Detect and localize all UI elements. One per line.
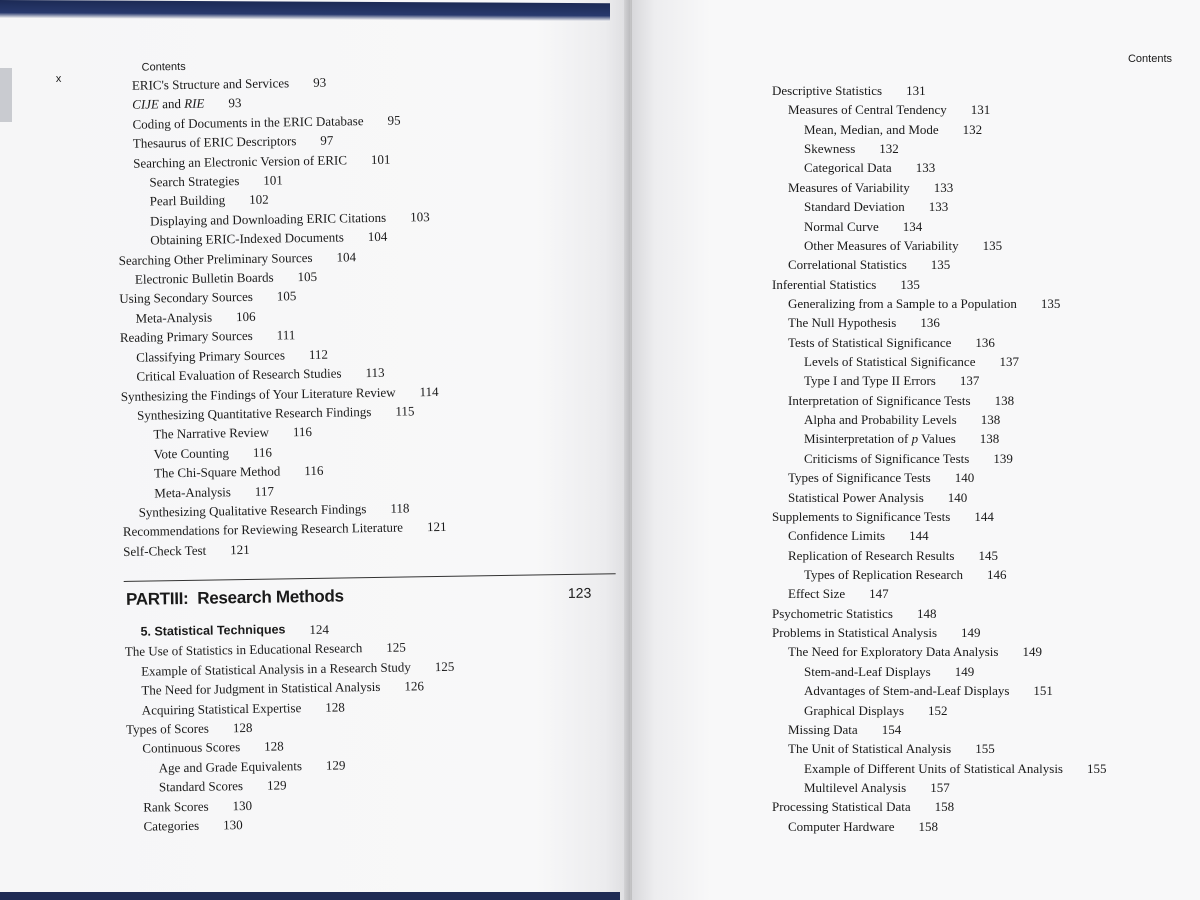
toc-entry-page: 138 [979,431,1000,447]
toc-entry-page: 104 [336,248,357,265]
toc-entry-page: 144 [974,508,994,524]
toc-entry-title: Categories [143,817,200,834]
toc-entry-title: Types of Significance Tests [788,470,931,486]
toc-entry-title: Type I and Type II Errors [804,373,936,389]
toc-entry-title: Confidence Limits [788,528,886,544]
chapter-title: 5. Statistical Techniques [140,622,286,639]
toc-entry-page: 101 [370,151,391,167]
toc-entry-page: 138 [980,412,1001,428]
toc-entry-page: 132 [879,141,899,157]
toc-entry-title: Criticisms of Significance Tests [804,450,970,466]
toc-entry-title: Mean, Median, and Mode [804,121,939,137]
toc-entry [772,236,1107,255]
toc-entry-title: Vote Counting [153,444,230,462]
toc-entry-page: 148 [916,605,937,621]
toc-entry-title: The Narrative Review [153,424,270,442]
toc-entry-page: 104 [367,229,388,245]
toc-entry [772,139,1107,158]
toc-entry-title: Synthesizing Qualitative Research Findings [138,501,367,520]
toc-entry-title: Psychometric Statistics [772,605,893,621]
toc-entry-page: 103 [410,208,430,225]
toc-entry-title: Graphical Displays [804,702,905,718]
toc-entry [772,410,1107,429]
toc-entry-title: Displaying and Downloading ERIC Citations [149,209,387,229]
toc-entry-page: 137 [999,354,1019,370]
toc-entry-page: 157 [930,779,950,795]
toc-entry [772,313,1107,332]
toc-entry-title: Supplements to Significance Tests [772,508,951,524]
toc-entry-page: 133 [915,160,936,176]
toc-entry-title: The Need for Judgment in Statistical Analysis [141,679,381,698]
toc-entry-title: Levels of Statistical Significance [804,354,976,370]
toc-entry-title: Missing Data [788,721,858,737]
toc-entry-title: The Need for Exploratory Data Analysis [788,644,999,660]
toc-list-right [772,81,1107,836]
toc-entry [772,604,1107,623]
toc-entry-title: Continuous Scores [142,739,241,757]
toc-entry-page: 138 [994,392,1015,408]
toc-entry-title: Misinterpretation of p Values [804,431,956,447]
toc-entry-title: Stem-and-Leaf Displays [804,663,931,679]
toc-entry-title: Standard Scores [158,778,244,795]
toc-entry-page: 129 [266,777,287,793]
toc-entry-title: Searching Other Preliminary Sources [118,249,313,268]
toc-entry-title: Skewness [804,141,856,157]
toc-entry [772,81,1107,100]
toc-list-left [116,71,447,561]
toc-entry-page: 151 [1033,683,1053,699]
toc-entry-page: 135 [930,257,951,273]
toc-entry [772,275,1107,294]
toc-entry-page: 111 [276,327,296,343]
toc-entry-page: 105 [297,268,318,285]
toc-entry-title: Effect Size [788,586,846,602]
toc-entry [772,217,1107,236]
part-heading [126,586,344,609]
toc-entry-title: Other Measures of Variability [804,237,959,253]
page-number: x [55,72,62,85]
toc-entry-title: Standard Deviation [804,199,905,215]
toc-entry-title: Age and Grade Equivalents [158,758,303,776]
toc-entry-title: Obtaining ERIC-Indexed Documents [150,229,344,248]
toc-entry-page: 147 [869,586,889,602]
toc-entry-page: 133 [933,179,954,195]
toc-entry [772,662,1107,681]
toc-entry-title: Self-Check Test [123,542,207,559]
book-cover-bottom-edge [0,892,620,900]
toc-entry-page: 128 [232,719,253,736]
toc-entry [772,352,1107,371]
toc-entry [772,158,1107,177]
toc-entry-title: Electronic Bulletin Boards [134,269,274,287]
toc-entry [772,449,1107,468]
toc-entry [772,294,1107,313]
toc-entry-title: Measures of Variability [788,179,910,195]
toc-entry-title: Categorical Data [804,160,892,176]
toc-entry-title: The Use of Statistics in Educational Research [124,640,363,660]
toc-entry [772,371,1107,390]
running-head-right: Contents [1127,53,1172,65]
toc-entry [772,546,1107,565]
toc-entry [772,584,1107,603]
toc-entry [772,333,1107,352]
toc-entry-page: 113 [365,364,385,381]
toc-entry-title: Example of Statistical Analysis in a Research Study [140,659,411,679]
toc-entry-page: 131 [906,83,926,98]
toc-entry-page: 102 [249,192,269,208]
toc-entry-title: The Null Hypothesis [788,315,897,331]
toc-entry-page: 130 [232,797,253,813]
toc-entry-title: Multilevel Analysis [804,779,907,795]
toc-entry-title: ERIC's Structure and Services [131,75,290,93]
toc-entry-page: 130 [223,817,243,833]
part-title-text: Research Methods [197,586,344,608]
toc-entry-title: Using Secondary Sources [119,289,253,307]
toc-entry-page: 154 [881,721,902,737]
toc-entry-title: Example of Different Units of Statistical Analysis [804,760,1063,776]
toc-entry-page: 135 [900,276,920,292]
toc-entry-title: Replication of Research Results [788,547,955,563]
toc-entry [772,642,1107,661]
toc-entry-page: 158 [918,818,938,834]
toc-entry-page: 114 [419,383,439,399]
toc-entry [772,100,1107,119]
toc-entry-page: 145 [978,547,998,563]
toc-entry-title: Advantages of Stem-and-Leaf Displays [804,683,1010,699]
toc-entry-title: Synthesizing the Findings of Your Literature Review [120,384,396,404]
toc-entry-page: 101 [263,172,283,188]
toc-entry-page: 149 [961,625,981,641]
toc-entry [772,488,1107,507]
toc-entry-title: Processing Statistical Data [772,799,911,815]
toc-entry [772,197,1107,216]
toc-entry [772,255,1107,274]
toc-entry [772,468,1107,487]
toc-entry-title: Tests of Statistical Significance [788,334,952,350]
toc-entry-page: 155 [1087,760,1107,776]
toc-entry-page: 118 [390,500,410,516]
toc-entry-title: Recommendations for Reviewing Research Literature [122,519,404,540]
toc-entry-title: Meta-Analysis [135,309,213,326]
toc-entry [772,526,1107,545]
toc-entry [772,701,1107,720]
toc-entry [772,391,1107,410]
toc-entry-title: Acquiring Statistical Expertise [141,699,302,718]
toc-entry-page: 140 [947,489,968,505]
toc-entry-page: 116 [304,462,324,479]
toc-entry-page: 116 [292,424,313,440]
toc-entry-title: Coding of Documents in the ERIC Database [132,112,364,132]
toc-entry-title: Thesaurus of ERIC Descriptors [132,133,297,151]
toc-entry-page: 115 [395,403,415,419]
toc-entry-page: 152 [928,702,948,718]
toc-entry-title: Computer Hardware [788,818,895,834]
toc-entry-page: 146 [987,566,1007,582]
toc-entry [772,797,1107,816]
toc-entry-page: 139 [993,450,1013,466]
toc-entry-page: 93 [228,95,242,111]
toc-entry-title: Pearl Building [149,192,226,209]
toc-entry-page: 125 [434,658,455,674]
toc-entry-title: Reading Primary Sources [119,328,253,346]
toc-entry-page: 158 [934,799,955,815]
toc-entry-page: 134 [902,218,923,234]
part-number: III: [169,588,189,609]
toc-entry-title: The Unit of Statistical Analysis [788,741,952,757]
chapter-entries [125,637,457,836]
toc-entry-title: Synthesizing Quantitative Research Findings [136,403,372,423]
toc-entry-page: 140 [954,470,975,486]
toc-entry-page: 93 [313,74,327,90]
running-head-left: Contents [141,60,186,74]
toc-entry-title: Inferential Statistics [772,276,877,292]
toc-entry-page: 97 [320,132,334,149]
toc-entry-page: 131 [970,102,991,118]
toc-entry-title: Types of Replication Research [804,566,964,582]
toc-entry-page: 135 [1040,295,1061,311]
toc-entry-page: 116 [252,444,273,460]
toc-entry-title: Descriptive Statistics [772,83,883,98]
toc-entry-page: 155 [975,741,995,757]
toc-entry-title: Problems in Statistical Analysis [772,625,938,641]
toc-entry [772,817,1107,836]
toc-entry [127,812,456,837]
toc-entry-page: 129 [325,757,346,773]
toc-entry-title: Meta-Analysis [154,483,231,500]
toc-entry-page: 106 [235,308,256,325]
toc-entry [772,623,1107,642]
toc-entry-page: 149 [1022,644,1042,660]
chapter-toc-list [124,618,457,837]
toc-entry-title: Critical Evaluation of Research Studies [136,365,342,384]
toc-entry-title: Types of Scores [125,720,210,737]
toc-entry-title: Normal Curve [804,218,879,234]
toc-entry-page: 133 [928,199,949,215]
toc-entry-page: 136 [920,315,940,331]
part-prefix: PART [125,589,170,609]
toc-entry-title: Rank Scores [143,798,209,815]
toc-entry-title: Correlational Statistics [788,257,907,273]
toc-entry-title: Measures of Central Tendency [788,102,947,118]
toc-entry-page: 128 [264,738,284,755]
toc-entry-page: 126 [404,678,425,694]
toc-entry-title: Interpretation of Significance Tests [788,392,971,408]
toc-entry-page: 112 [308,346,329,362]
toc-entry-title: Classifying Primary Sources [136,347,286,365]
chapter-page: 124 [309,621,330,638]
toc-entry [772,720,1107,739]
toc-entry [772,178,1107,197]
toc-entry-title: CIJE and RIE [132,96,205,113]
toc-entry-page: 132 [962,121,983,137]
toc-entry [772,507,1107,526]
toc-entry-page: 121 [426,519,447,535]
toc-entry-title: Statistical Power Analysis [788,489,924,505]
toc-entry-title: Generalizing from a Sample to a Population [788,295,1017,311]
toc-entry-page: 137 [959,373,980,389]
toc-entry-page: 128 [325,699,345,715]
part-page-number: 123 [567,584,592,601]
toc-entry [772,120,1107,139]
toc-entry [123,537,447,561]
toc-entry-page: 117 [254,483,274,499]
toc-entry-page: 144 [909,528,929,544]
toc-entry [772,565,1107,584]
part-divider-rule [124,573,616,582]
toc-entry [772,681,1107,700]
toc-entry-title: Search Strategies [149,173,240,190]
toc-entry [772,429,1107,448]
toc-entry-page: 135 [982,237,1003,253]
toc-entry-page: 121 [230,541,250,558]
toc-entry [772,759,1107,778]
toc-entry-page: 136 [975,334,995,350]
toc-entry [772,739,1107,758]
toc-entry-title: Searching an Electronic Version of ERIC [133,152,348,171]
toc-entry-page: 95 [387,112,401,128]
toc-entry [772,778,1107,797]
toc-entry-page: 125 [386,639,406,656]
toc-entry-page: 105 [276,288,297,304]
toc-entry-title: Alpha and Probability Levels [804,412,957,428]
toc-entry-page: 149 [954,663,975,679]
toc-entry-title: The Chi-Square Method [153,463,281,481]
